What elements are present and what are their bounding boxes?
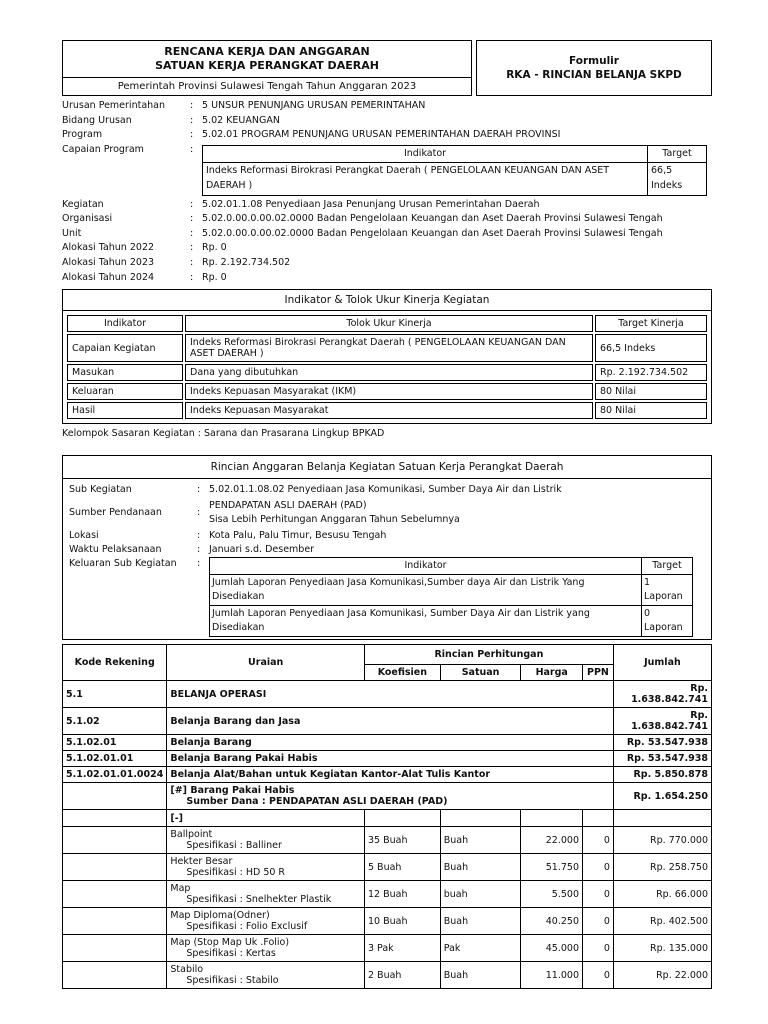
info-alokasi-2023: Alokasi Tahun 2023 : Rp. 2.192.734.502 bbox=[62, 256, 291, 268]
kelompok-sasaran: Kelompok Sasaran Kegiatan : Sarana dan Prasarana Lingkup BPKAD bbox=[62, 428, 385, 440]
kinerja-table bbox=[65, 313, 709, 421]
rincian-title: Rincian Anggaran Belanja Kegiatan Satuan Kerja Perangkat Daerah bbox=[62, 455, 712, 479]
head-koefisien: Koefisien bbox=[364, 665, 440, 681]
capaian-indikator: Indeks Reformasi Birokrasi Perangkat Daerah ( PENGELOLAAN KEUANGAN DAN ASET DAERAH ) bbox=[203, 163, 648, 195]
head-kode: Kode Rekening bbox=[63, 645, 167, 681]
keluaran-row: Jumlah Laporan Penyediaan Jasa Komunikasi,Sumber daya Air dan Listrik Yang Disediakan 1 Laporan bbox=[210, 575, 693, 606]
form-label: Formulir bbox=[569, 55, 619, 67]
kinerja-head-indikator: Indikator bbox=[67, 315, 183, 332]
info-bidang: Bidang Urusan : 5.02 KEUANGAN bbox=[62, 114, 280, 126]
item-row: Map Spesifikasi : Snelhekter Plastik 12 Buah buah 5.500 0 Rp. 66.000 bbox=[63, 881, 712, 908]
head-harga: Harga bbox=[521, 665, 583, 681]
header-title-box bbox=[62, 40, 472, 96]
kinerja-box bbox=[62, 311, 712, 424]
belanja-table bbox=[62, 644, 712, 989]
keluaran-table: Indikator Target Jumlah Laporan Penyediaan Jasa Komunikasi,Sumber daya Air dan Listrik Yang Disediakan 1 Laporan Jumlah Laporan Penyediaan Jasa Komunikasi, Sumber Daya Air dan Listrik yang Disediakan 0 Laporan bbox=[209, 557, 693, 637]
rincian-keluaran: Keluaran Sub Kegiatan : Indikator Target Jumlah Laporan Penyediaan Jasa Komunikasi,Sumber daya Air dan Listrik Yang Disediakan 1 Laporan Jumlah Laporan Penyediaan Jasa Komunikasi, Sumber Daya Air dan Listrik yang Disediakan 0 Laporan bbox=[63, 557, 711, 637]
kinerja-row: Masukan Dana yang dibutuhkan Rp. 2.192.734.502 bbox=[67, 364, 707, 381]
head-ppn: PPN bbox=[583, 665, 614, 681]
info-organisasi: Organisasi : 5.02.0.00.0.00.02.0000 Badan Pengelolaan Keuangan dan Aset Daerah Provinsi Sulawesi Tengah bbox=[62, 213, 663, 225]
rincian-waktu: Waktu Pelaksanaan : Januari s.d. Desember bbox=[69, 544, 315, 556]
group-row bbox=[63, 783, 712, 810]
header-form-box bbox=[476, 40, 712, 96]
kinerja-row: Keluaran Indeks Kepuasan Masyarakat (IKM) 80 Nilai bbox=[67, 383, 707, 400]
title-line1: RENCANA KERJA DAN ANGGARAN bbox=[164, 45, 370, 58]
form-name: RKA - RINCIAN BELANJA SKPD bbox=[506, 69, 682, 81]
item-row: Map Diploma(Odner) Spesifikasi : Folio Exclusif 10 Buah Buah 40.250 0 Rp. 402.500 bbox=[63, 908, 712, 935]
item-row: Hekter Besar Spesifikasi : HD 50 R 5 Buah Buah 51.750 0 Rp. 258.750 bbox=[63, 854, 712, 881]
item-row: Stabilo Spesifikasi : Stabilo 2 Buah Buah 11.000 0 Rp. 22.000 bbox=[63, 962, 712, 989]
info-capaian: Capaian Program : Indikator Target Indeks Reformasi Birokrasi Perangkat Daerah ( PENGELOLAAN KEUANGAN DAN ASET DAERAH ) 66,5 Indeks bbox=[62, 143, 712, 196]
rincian-lokasi: Lokasi : Kota Palu, Palu Timur, Besusu Tengah bbox=[69, 530, 387, 542]
kinerja-title: Indikator & Tolok Ukur Kinerja Kegiatan bbox=[62, 289, 712, 311]
capaian-head-indikator: Indikator bbox=[203, 145, 648, 163]
kinerja-row: Capaian Kegiatan Indeks Reformasi Birokrasi Perangkat Daerah ( PENGELOLAAN KEUANGAN DAN ASET DAERAH ) 66,5 Indeks bbox=[67, 334, 707, 362]
info-program: Program : 5.02.01 PROGRAM PENUNJANG URUSAN PEMERINTAHAN DAERAH PROVINSI bbox=[62, 129, 561, 141]
account-row: 5.1.02 Belanja Barang dan Jasa Rp. 1.638.842.741 bbox=[63, 708, 712, 735]
capaian-target: 66,5 Indeks bbox=[648, 163, 707, 195]
title-line2: SATUAN KERJA PERANGKAT DAERAH bbox=[155, 59, 379, 72]
item-row: Map (Stop Map Uk .Folio) Spesifikasi : Kertas 3 Pak Pak 45.000 0 Rp. 135.000 bbox=[63, 935, 712, 962]
head-jumlah: Jumlah bbox=[613, 645, 711, 681]
account-row: 5.1.02.01 Belanja Barang Rp. 53.547.938 bbox=[63, 735, 712, 751]
info-kegiatan: Kegiatan : 5.02.01.1.08 Penyediaan Jasa Penunjang Urusan Pemerintahan Daerah bbox=[62, 198, 540, 210]
head-rincian: Rincian Perhitungan bbox=[364, 645, 613, 665]
capaian-head-target: Target bbox=[648, 145, 707, 163]
dash-row: [-] bbox=[63, 810, 712, 827]
rincian-sub-kegiatan: Sub Kegiatan : 5.02.01.1.08.02 Penyediaan Jasa Komunikasi, Sumber Daya Air dan Listrik bbox=[69, 484, 562, 496]
account-row: 5.1 BELANJA OPERASI Rp. 1.638.842.741 bbox=[63, 681, 712, 708]
group-title: [#] Barang Pakai Habis bbox=[170, 785, 295, 797]
item-row: Ballpoint Spesifikasi : Balliner 35 Buah Buah 22.000 0 Rp. 770.000 bbox=[63, 827, 712, 854]
info-urusan: Urusan Pemerintahan : 5 UNSUR PENUNJANG URUSAN PEMERINTAHAN bbox=[62, 100, 426, 111]
kinerja-row: Hasil Indeks Kepuasan Masyarakat 80 Nilai bbox=[67, 402, 707, 419]
rincian-box bbox=[62, 479, 712, 640]
rincian-sumber: Sumber Pendanaan : PENDAPATAN ASLI DAERAH (PAD) Sisa Lebih Perhitungan Anggaran Tahun Sebelumnya bbox=[69, 500, 460, 526]
group-jumlah: Rp. 1.654.250 bbox=[613, 783, 711, 810]
info-alokasi-2024: Alokasi Tahun 2024 : Rp. 0 bbox=[62, 271, 227, 283]
kinerja-head-tolok: Tolok Ukur Kinerja bbox=[185, 315, 593, 332]
capaian-program-table bbox=[202, 145, 707, 196]
rka-document bbox=[62, 40, 712, 989]
kinerja-head-target: Target Kinerja bbox=[595, 315, 707, 332]
head-uraian: Uraian bbox=[167, 645, 365, 681]
program-info bbox=[62, 99, 712, 285]
head-satuan: Satuan bbox=[440, 665, 521, 681]
document-header bbox=[62, 40, 712, 96]
account-row: 5.1.02.01.01 Belanja Barang Pakai Habis Rp. 53.547.938 bbox=[63, 751, 712, 767]
account-row: 5.1.02.01.01.0024 Belanja Alat/Bahan untuk Kegiatan Kantor-Alat Tulis Kantor Rp. 5.850.878 bbox=[63, 767, 712, 783]
info-alokasi-2022: Alokasi Tahun 2022 : Rp. 0 bbox=[62, 242, 227, 254]
info-unit: Unit : 5.02.0.00.0.00.02.0000 Badan Pengelolaan Keuangan dan Aset Daerah Provinsi Sulawesi Tengah bbox=[62, 227, 663, 239]
keluaran-row: Jumlah Laporan Penyediaan Jasa Komunikasi, Sumber Daya Air dan Listrik yang Disediakan 0 Laporan bbox=[210, 606, 693, 637]
header-subtitle: Pemerintah Provinsi Sulawesi Tengah Tahun Anggaran 2023 bbox=[63, 77, 471, 95]
group-sumber-dana: Sumber Dana : PENDAPATAN ASLI DAERAH (PAD) bbox=[186, 796, 448, 808]
